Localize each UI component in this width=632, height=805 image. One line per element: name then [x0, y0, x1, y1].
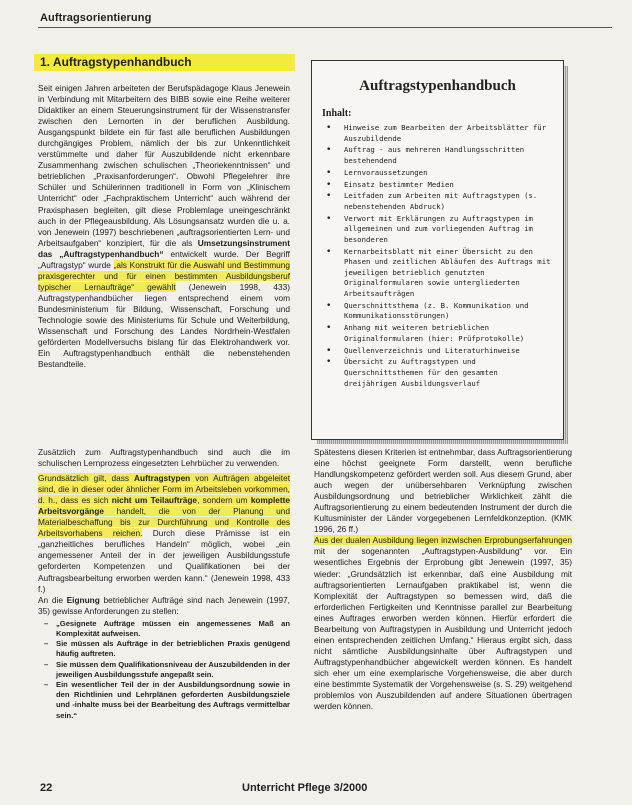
- box-list-item: • Kernarbeitsblatt mit einer Übersicht zu den Phasen und zeitlichen Abläufen des Auftrags mit jeweiligen betrieblich genutzten Originalformularen sowie untergliederten Arbeitsaufträgen: [324, 247, 553, 300]
- box-list-item: • Querschnittsthema (z. B. Kommunikation und Kommunikationsstörungen): [324, 301, 553, 322]
- text-run: handelt, die von der Planung und Materialbeschaffung bis zur Durchführung und Kontrolle des Arbeitsvorhabens reichen.: [38, 506, 290, 539]
- quote-item: – Ein wesentlicher Teil der in der Ausbildungsordnung sowie in den Richtlinien und Lehrplänen geforderten Ausbildungsziele und -inhalte muss bei der Bearbeitung des Auftrags vermittelbar sein.“: [56, 680, 290, 721]
- running-title: Auftragsorientierung: [40, 12, 152, 24]
- box-list-item: • Übersicht zu Auftragstypen und Querschnittsthemen für den gesamten dreijährigen Ausbildungsverlauf: [324, 357, 553, 389]
- experience-rest: mit der sogenannten „Auftragstypen-Ausbildung“ vor. Ein wesentliches Ergebnis der Erprobung gibt Jenewein (1997, 35) wieder: „Grundsätzlich ist erkennbar, daß eine Ausbildung mit auftragsorientierten Lernaufgaben praktikabel ist, wenn die Komplexität der Auftragstypen so bemessen wird, daß die erforderlichen Fertigkeiten und Kenntnisse parallel zur Bearbeitung eines Auftrages erworben werden können. Hierfür erfordert die Bearbeitung von Auftragstypen in Ausbildung und Unterricht jedoch einen entsprechenden zeitlichen Umfang.“ Hieraus ergibt sich, dass nicht sämtliche Ausbildungsinhalte über Auftragstypen und Auftragstypenhandbücher abgewickelt werden können. Es handelt sich eher um eine exemplarische Vorgehensweise, die aber durch eine bestimmte Systematik der Vorgehensweise (s. S. 29) weitgehend problemlos von Auszubildenden auf andere Situationen übertragen werden können.: [314, 546, 572, 712]
- box-list-item: • Auftrag - aus mehreren Handlungsschritten bestehendend: [324, 145, 553, 166]
- quote-item: – „Gesignete Aufträge müssen ein angemessenes Maß an Komplexität aufweisen.: [56, 619, 290, 639]
- box-list-item: • Lernvoraussetzungen: [324, 168, 553, 179]
- section-title: 1. Auftragstypenhandbuch: [34, 54, 295, 71]
- contents-box: [311, 60, 564, 440]
- box-subtitle: Inhalt:: [322, 108, 352, 119]
- box-list: [312, 123, 563, 389]
- principle-rest: Durch diese Prämisse ist ein „ganzheitliches berufliches Handeln“ möglich, wobei „ein angemessener Anteil der in der jeweiligen Ausbildungsstufe geforderten Kompetenzen und Qualifikationen bei der Auftragsbearbeitung erworben werden kann.“ (Jenewein 1998, 433 f.): [38, 528, 290, 594]
- header-rule: [38, 27, 612, 28]
- text-run: Grundsätzlich gilt, dass: [38, 473, 135, 484]
- highlighted-passage: Aus der dualen Ausbildung liegen inzwischen Erprobungserfahrungen: [314, 535, 572, 546]
- publication-title: Unterricht Pflege 3/2000: [242, 782, 368, 794]
- text-run: Auftragstypen: [134, 473, 191, 484]
- text-run: „als Konstrukt für die Auswahl und Bestimmung praxisgerechter und für einen bestimmten Ausbildungsberuf typischer Lernaufträge“ gewählt: [38, 259, 290, 292]
- box-list-item: • Quellenverzeichnis und Literaturhinweise: [324, 346, 553, 357]
- box-title: Auftragstypenhandbuch: [359, 78, 516, 94]
- text-run: Umsetzungsinstrument das „Auftragstypenhandbuch“: [38, 237, 290, 259]
- text-run: nicht um Teilaufträge: [111, 495, 198, 506]
- paragraph-criteria: Spätestens diesen Kriterien ist entnehmbar, dass Auftragsorientierung eine höchst geeignete Form darstellt, wenn berufliche Handlungskompetenz gefördert werden soll. Aus diesem Grund, aber auch wegen der unübersehbaren Verknüpfung zwischen Ausbildungsordnung und betrieblicher Wirklichkeit zählt die Auftragsorientierung zu einem bedeutenden Instrument der durch die Kultusminister der Länder vorgegebenen Lernfeldkonzeption. (KMK 1996, 26 ff.): [314, 447, 572, 535]
- req-text-a: An die: [38, 594, 67, 605]
- text-run: (Jenewein 1998, 433) Auftragstypenhandbücher liegen entsprechend einem vom Bundesministerium für Bildung, Wissenschaft, Forschung und Technologie sowie des Ministeriums für Schule und Weiterbildung, Wissenschaft und Forschung des Landes Nordrhein-Westfalen geförderten Modellversuchs bislang für das Elektrohandwerk vor. Ein Auftragstypenhandbuch enthält die nebenstehenden Bestandteile.: [38, 281, 290, 370]
- text-run: , sondern um: [197, 495, 251, 506]
- text-run: komplette Arbeitsvorgänge: [38, 495, 290, 517]
- quote-item: – Sie müssen dem Qualifikationsniveau der Auszubildenden in der jeweiligen Ausbildungsstufe angepaßt sein.: [56, 660, 290, 680]
- box-list-item: • Einsatz bestimmter Medien: [324, 180, 553, 191]
- box-list-item: • Leitfaden zum Arbeiten mit Auftragstypen (s. nebenstehenden Abdruck): [324, 191, 553, 212]
- requirements-quote: [38, 619, 290, 721]
- paragraph-principle: [38, 473, 290, 595]
- text-run: von Aufträgen abgeleitet sind, die in dieser oder ähnlicher Form im Arbeitsleben vorkommen, d. h., dass es sich: [38, 473, 290, 506]
- text-run: Seit einigen Jahren arbeiteten der Berufspädagoge Klaus Jenewein in Verbindung mit Mitarbeitern des BIBB sowie eine Reihe weiterer Didaktiker an einem Steuerungsinstrument für der Wissenstransfer zwischen den Lernorten in der beruflichen Ausbildung. Ausgangspunkt bildete ein für fast alle beruflichen Ausbildungen durchgängiges Problem, nämlich der bis zur Unkenntlichkeit verstümmelte und daher für Auszubildende nicht erkennbare Zusammenhang zwischen schulischen „Theoriekenntnissen“ und betrieblichen „Praxisanforderungen“. Obwohl Pflegelehrer ihre Schüler und Schülerinnen traditionell in Form von „Klinischem Unterricht“ oder „Fachpraktischem Unterricht“ auch während der Praxisphasen begleiten, gilt diese Problemlage uneingeschränkt auch in der Pflegeausbildung. Als Lösungsansatz wurden die u. a. von Jenewein (1997) beschriebenen „auftragsorientierten Lern- und Arbeitsaufgaben“ konzipiert, für die als: [38, 83, 290, 248]
- req-text-c: betrieblicher Aufträge sind nach Jenewein (1997, 35) gewisse Anforderungen zu stellen:: [38, 594, 290, 616]
- box-list-item: • Hinweise zum Bearbeiten der Arbeitsblätter für Auszubildende: [324, 123, 553, 144]
- right-column: [314, 447, 572, 712]
- paragraph-textbooks: Zusätzlich zum Auftragstypenhandbuch sind auch die im schulischen Lernprozess eingesetzten Lehrbücher zu verwenden.: [38, 447, 290, 469]
- page-number: 22: [40, 782, 53, 794]
- paragraph-requirements: [38, 595, 290, 617]
- text-run: entwickelt wurde. Der Begriff „Auftragstyp“ wurde: [38, 248, 290, 270]
- paragraph-experience: [314, 535, 572, 712]
- left-column-bottom: [38, 447, 290, 721]
- req-text-bold: Eignung: [66, 594, 100, 605]
- left-column-top: [38, 83, 290, 370]
- intro-paragraph: [38, 83, 290, 370]
- box-list-item: • Anhang mit weiteren betrieblichen Originalformularen (hier: Prüfprotokolle): [324, 323, 553, 344]
- quote-item: – Sie müssen als Aufträge in der betrieblichen Praxis genügend häufig auftreten.: [56, 639, 290, 659]
- box-list-item: • Verwort mit Erklärungen zu Auftragstypen im allgemeinen und zum vorliegenden Auftrag im besonderen: [324, 214, 553, 246]
